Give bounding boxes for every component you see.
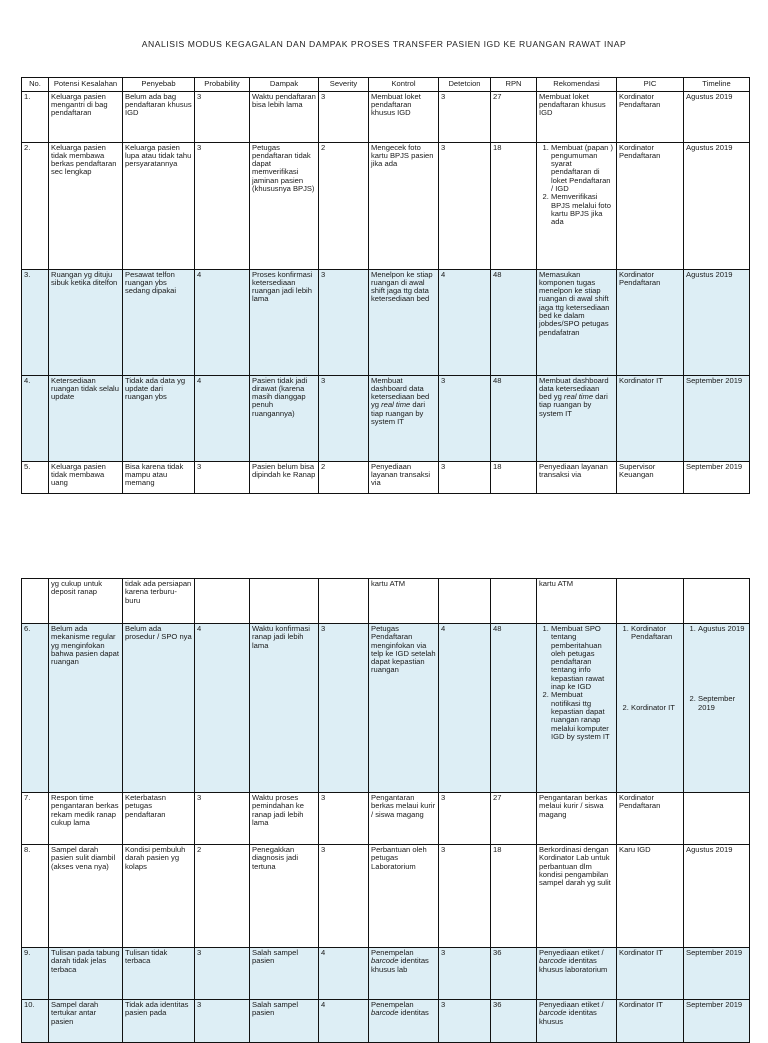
cell-penyebab: Bisa karena tidak mampu atau memang bbox=[123, 461, 195, 493]
cell-no: 6. bbox=[22, 624, 49, 793]
cell-rpn: 36 bbox=[491, 1000, 537, 1043]
cell-detection: 3 bbox=[439, 461, 491, 493]
cell-probability: 3 bbox=[195, 948, 250, 1000]
cell-detection: 3 bbox=[439, 793, 491, 845]
cell-timeline: September 2019 bbox=[684, 948, 750, 1000]
cell-no: 1. bbox=[22, 91, 49, 142]
header-penyebab: Penyebab bbox=[123, 78, 195, 92]
cell-probability bbox=[195, 579, 250, 624]
cell-pic: Kordinator IT bbox=[617, 375, 684, 461]
cell-pic: Supervisor Keuangan bbox=[617, 461, 684, 493]
table-row bbox=[22, 91, 750, 142]
cell-probability: 3 bbox=[195, 793, 250, 845]
cell-dampak: Waktu konfirmasi ranap jadi lebih lama bbox=[250, 624, 319, 793]
cell-rpn: 48 bbox=[491, 624, 537, 793]
cell-rekomendasi: Berkordinasi dengan Kordinator Lab untuk perbantuan dlm kondisi pengambilan sampel darah yg sulit bbox=[537, 845, 617, 948]
cell-pic: Kordinator IT bbox=[617, 1000, 684, 1043]
cell-kontrol bbox=[369, 375, 439, 461]
list-item: 2. Kordinator IT bbox=[631, 704, 681, 712]
cell-penyebab: Tidak ada data yg update dari ruangan ybs bbox=[123, 375, 195, 461]
cell-probability: 4 bbox=[195, 269, 250, 375]
cell-rpn: 18 bbox=[491, 142, 537, 269]
cell-rekomendasi bbox=[537, 142, 617, 269]
cell-no bbox=[22, 579, 49, 624]
cell-pic: Kordinator Pendaftaran bbox=[617, 142, 684, 269]
cell-no: 3. bbox=[22, 269, 49, 375]
table-row bbox=[22, 624, 750, 793]
cell-kontrol: Petugas Pendaftaran menginfokan via telp ke IGD setelah dapat kepastian ruangan bbox=[369, 624, 439, 793]
cell-potensi: yg cukup untuk deposit ranap bbox=[49, 579, 123, 624]
text-segment: dari tiap ruangan by system IT bbox=[371, 400, 426, 426]
text-segment-italic: barcode bbox=[539, 1008, 567, 1018]
cell-severity: 2 bbox=[319, 461, 369, 493]
cell-probability: 2 bbox=[195, 845, 250, 948]
table-row bbox=[22, 845, 750, 948]
header-timeline: Timeline bbox=[684, 78, 750, 92]
fmea-table-page-1 bbox=[21, 77, 750, 494]
text-segment-italic: barcode bbox=[539, 956, 567, 966]
cell-kontrol: Membuat loket pendaftaran khusus IGD bbox=[369, 91, 439, 142]
cell-timeline bbox=[684, 624, 750, 793]
list-item: 2. September 2019 bbox=[698, 695, 747, 712]
list-item: 2. Memverifikasi BPJS melalui foto kartu BPJS jika ada bbox=[551, 193, 614, 226]
fmea-table-page-2 bbox=[21, 578, 750, 1043]
cell-rekomendasi: Membuat loket pendaftaran khusus IGD bbox=[537, 91, 617, 142]
cell-timeline: Agustus 2019 bbox=[684, 142, 750, 269]
cell-potensi: Keluarga pasien tidak membawa uang bbox=[49, 461, 123, 493]
cell-detection: 3 bbox=[439, 948, 491, 1000]
cell-detection: 4 bbox=[439, 624, 491, 793]
cell-penyebab: Keterbatasn petugas pendaftaran bbox=[123, 793, 195, 845]
cell-severity: 3 bbox=[319, 375, 369, 461]
cell-kontrol bbox=[369, 1000, 439, 1043]
cell-rpn: 36 bbox=[491, 948, 537, 1000]
timeline-entry: Agustus 2019 bbox=[698, 624, 745, 633]
cell-rpn: 48 bbox=[491, 375, 537, 461]
cell-kontrol: Mengecek foto kartu BPJS pasien jika ada bbox=[369, 142, 439, 269]
cell-probability: 4 bbox=[195, 624, 250, 793]
cell-penyebab: Tidak ada identitas pasien pada bbox=[123, 1000, 195, 1043]
cell-no: 4. bbox=[22, 375, 49, 461]
pic-entry: Kordinator Pendaftaran bbox=[631, 624, 673, 642]
cell-rpn: 18 bbox=[491, 845, 537, 948]
cell-dampak: Pasien tidak jadi dirawat (karena masih dianggap penuh ruangannya) bbox=[250, 375, 319, 461]
cell-detection: 3 bbox=[439, 845, 491, 948]
cell-rpn: 27 bbox=[491, 793, 537, 845]
cell-penyebab: tidak ada persiapan karena terburu-buru bbox=[123, 579, 195, 624]
cell-pic: Kordinator Pendaftaran bbox=[617, 269, 684, 375]
header-kontrol: Kontrol bbox=[369, 78, 439, 92]
cell-kontrol: Perbantuan oleh petugas Laboratorium bbox=[369, 845, 439, 948]
cell-dampak: Proses konfirmasi ketersediaan ruangan jadi lebih lama bbox=[250, 269, 319, 375]
text-segment: identitas bbox=[398, 1008, 429, 1018]
cell-rekomendasi: Memasukan komponen tugas menelpon ke stiap ruangan di awal shift jaga ttg ketersediaan bed ke dalam jobdes/SPO petugas pendafatran bbox=[537, 269, 617, 375]
cell-severity bbox=[319, 579, 369, 624]
table-row bbox=[22, 948, 750, 1000]
header-dampak: Dampak bbox=[250, 78, 319, 92]
table-row bbox=[22, 579, 750, 624]
cell-severity: 2 bbox=[319, 142, 369, 269]
cell-severity: 3 bbox=[319, 793, 369, 845]
cell-no: 2. bbox=[22, 142, 49, 269]
cell-dampak bbox=[250, 579, 319, 624]
cell-timeline: September 2019 bbox=[684, 461, 750, 493]
list-item: 1. Membuat (papan ) pengumuman syarat pendaftaran di loket Pendaftaran / IGD bbox=[551, 144, 614, 194]
cell-dampak: Pasien belum bisa dipindah ke Ranap bbox=[250, 461, 319, 493]
text-segment-italic: real time bbox=[381, 400, 411, 410]
cell-rekomendasi bbox=[537, 948, 617, 1000]
cell-severity: 4 bbox=[319, 1000, 369, 1043]
text-segment: Membuat dashboard data ketersediaan bed yg bbox=[539, 375, 609, 402]
cell-potensi: Keluarga pasien tidak membawa berkas pendaftaran sec lengkap bbox=[49, 142, 123, 269]
cell-potensi: Tulisan pada tabung darah tidak jelas terbaca bbox=[49, 948, 123, 1000]
cell-dampak: Salah sampel pasien bbox=[250, 1000, 319, 1043]
text-segment: Penempelan bbox=[371, 1000, 414, 1009]
table-row bbox=[22, 461, 750, 493]
table-header-row bbox=[22, 78, 750, 92]
cell-no: 7. bbox=[22, 793, 49, 845]
table-row bbox=[22, 1000, 750, 1043]
cell-penyebab: Belum ada bag pendaftaran khusus IGD bbox=[123, 91, 195, 142]
cell-timeline bbox=[684, 579, 750, 624]
cell-probability: 3 bbox=[195, 461, 250, 493]
text-segment-italic: barcode bbox=[371, 956, 399, 966]
list-item: 2. Membuat notifikasi ttg kepastian dapat ruangan ranap melalui komputer IGD by system IT bbox=[551, 691, 614, 741]
cell-severity: 3 bbox=[319, 845, 369, 948]
header-pic: PIC bbox=[617, 78, 684, 92]
text-segment: identitas khusus bbox=[539, 1008, 597, 1026]
cell-potensi: Ketersediaan ruangan tidak selalu update bbox=[49, 375, 123, 461]
cell-detection: 3 bbox=[439, 91, 491, 142]
text-segment: Penempelan bbox=[371, 948, 414, 957]
cell-rekomendasi: Penyediaan layanan transaksi via bbox=[537, 461, 617, 493]
cell-rekomendasi bbox=[537, 624, 617, 793]
cell-potensi: Keluarga pasien mengantri di bag pendaftaran bbox=[49, 91, 123, 142]
cell-severity: 3 bbox=[319, 269, 369, 375]
cell-detection: 4 bbox=[439, 269, 491, 375]
table-row bbox=[22, 793, 750, 845]
cell-kontrol bbox=[369, 948, 439, 1000]
cell-timeline: Agustus 2019 bbox=[684, 845, 750, 948]
cell-timeline: Agustus 2019 bbox=[684, 91, 750, 142]
cell-potensi: Sampel darah pasien sulit diambil (akses vena nya) bbox=[49, 845, 123, 948]
list-item bbox=[631, 625, 681, 704]
cell-rekomendasi: Pengantaran berkas melaui kurir / siswa magang bbox=[537, 793, 617, 845]
cell-probability: 4 bbox=[195, 375, 250, 461]
document-title: ANALISIS MODUS KEGAGALAN DAN DAMPAK PROSES TRANSFER PASIEN IGD KE RUANGAN RAWAT INAP bbox=[141, 39, 627, 49]
cell-rekomendasi bbox=[537, 1000, 617, 1043]
text-segment: identitas khusus lab bbox=[371, 956, 429, 974]
cell-pic: Kordinator Pendaftaran bbox=[617, 91, 684, 142]
cell-kontrol: Pengantaran berkas melaui kurir / siswa magang bbox=[369, 793, 439, 845]
cell-detection: 3 bbox=[439, 375, 491, 461]
cell-timeline: Agustus 2019 bbox=[684, 269, 750, 375]
cell-rekomendasi: kartu ATM bbox=[537, 579, 617, 624]
cell-dampak: Salah sampel pasien bbox=[250, 948, 319, 1000]
table-row bbox=[22, 375, 750, 461]
header-rpn: RPN bbox=[491, 78, 537, 92]
header-no: No. bbox=[22, 78, 49, 92]
cell-no: 8. bbox=[22, 845, 49, 948]
table-row bbox=[22, 269, 750, 375]
cell-kontrol: Menelpon ke stiap ruangan di awal shift jaga ttg data ketersediaan bed bbox=[369, 269, 439, 375]
cell-penyebab: Kondisi pembuluh darah pasien yg kolaps bbox=[123, 845, 195, 948]
cell-no: 10. bbox=[22, 1000, 49, 1043]
header-potensi: Potensi Kesalahan bbox=[49, 78, 123, 92]
text-segment-italic: barcode bbox=[371, 1008, 399, 1018]
header-severity: Severity bbox=[319, 78, 369, 92]
cell-pic bbox=[617, 624, 684, 793]
text-segment: identitas khusus laboratorium bbox=[539, 956, 608, 974]
cell-potensi: Belum ada mekanisme regular yg menginfokan bahwa pasien dapat ruangan bbox=[49, 624, 123, 793]
cell-severity: 4 bbox=[319, 948, 369, 1000]
cell-severity: 3 bbox=[319, 91, 369, 142]
cell-probability: 3 bbox=[195, 142, 250, 269]
cell-rpn: 48 bbox=[491, 269, 537, 375]
cell-no: 9. bbox=[22, 948, 49, 1000]
cell-penyebab: Keluarga pasien lupa atau tidak tahu persyaratannya bbox=[123, 142, 195, 269]
cell-severity: 3 bbox=[319, 624, 369, 793]
cell-potensi: Ruangan yg dituju sibuk ketika ditelfon bbox=[49, 269, 123, 375]
text-segment: Membuat dashboard data ketersediaan bed yg bbox=[371, 375, 430, 410]
cell-timeline bbox=[684, 793, 750, 845]
cell-detection: 3 bbox=[439, 1000, 491, 1043]
text-segment-italic: real time bbox=[563, 392, 594, 402]
cell-dampak: Waktu pendaftaran bisa lebih lama bbox=[250, 91, 319, 142]
cell-dampak: Waktu proses pemindahan ke ranap jadi lebih lama bbox=[250, 793, 319, 845]
cell-detection: 3 bbox=[439, 142, 491, 269]
cell-pic: Kordinator IT bbox=[617, 948, 684, 1000]
text-segment: Penyediaan etiket / bbox=[539, 948, 604, 957]
text-segment: dari tiap ruangan by system IT bbox=[539, 392, 608, 418]
cell-pic: Karu IGD bbox=[617, 845, 684, 948]
cell-timeline: September 2019 bbox=[684, 1000, 750, 1043]
header-rekomendasi: Rekomendasi bbox=[537, 78, 617, 92]
cell-detection bbox=[439, 579, 491, 624]
cell-pic: Kordinator Pendaftaran bbox=[617, 793, 684, 845]
cell-penyebab: Tulisan tidak terbaca bbox=[123, 948, 195, 1000]
cell-pic bbox=[617, 579, 684, 624]
cell-no: 5. bbox=[22, 461, 49, 493]
text-segment: Penyediaan etiket / bbox=[539, 1000, 604, 1009]
cell-kontrol: kartu ATM bbox=[369, 579, 439, 624]
cell-probability: 3 bbox=[195, 91, 250, 142]
list-item bbox=[698, 625, 747, 695]
cell-rekomendasi bbox=[537, 375, 617, 461]
table-row bbox=[22, 142, 750, 269]
cell-probability: 3 bbox=[195, 1000, 250, 1043]
header-detection: Detetcion bbox=[439, 78, 491, 92]
cell-kontrol: Penyediaan layanan transaksi via bbox=[369, 461, 439, 493]
cell-rpn bbox=[491, 579, 537, 624]
header-probability: Probability bbox=[195, 78, 250, 92]
cell-potensi: Respon time pengantaran berkas rekam medik ranap cukup lama bbox=[49, 793, 123, 845]
cell-dampak: Penegakkan diagnosis jadi tertuna bbox=[250, 845, 319, 948]
cell-penyebab: Belum ada prosedur / SPO nya bbox=[123, 624, 195, 793]
cell-rpn: 18 bbox=[491, 461, 537, 493]
cell-potensi: Sampel darah tertukar antar pasien bbox=[49, 1000, 123, 1043]
cell-timeline: September 2019 bbox=[684, 375, 750, 461]
cell-rpn: 27 bbox=[491, 91, 537, 142]
cell-penyebab: Pesawat telfon ruangan ybs sedang dipakai bbox=[123, 269, 195, 375]
list-item: 1. Membuat SPO tentang pemberitahuan oleh petugas pendaftaran tentang info kepastian rawat inap ke IGD bbox=[551, 625, 614, 691]
cell-dampak: Petugas pendaftaran tidak dapat memverifikasi jaminan pasien (khususnya BPJS) bbox=[250, 142, 319, 269]
